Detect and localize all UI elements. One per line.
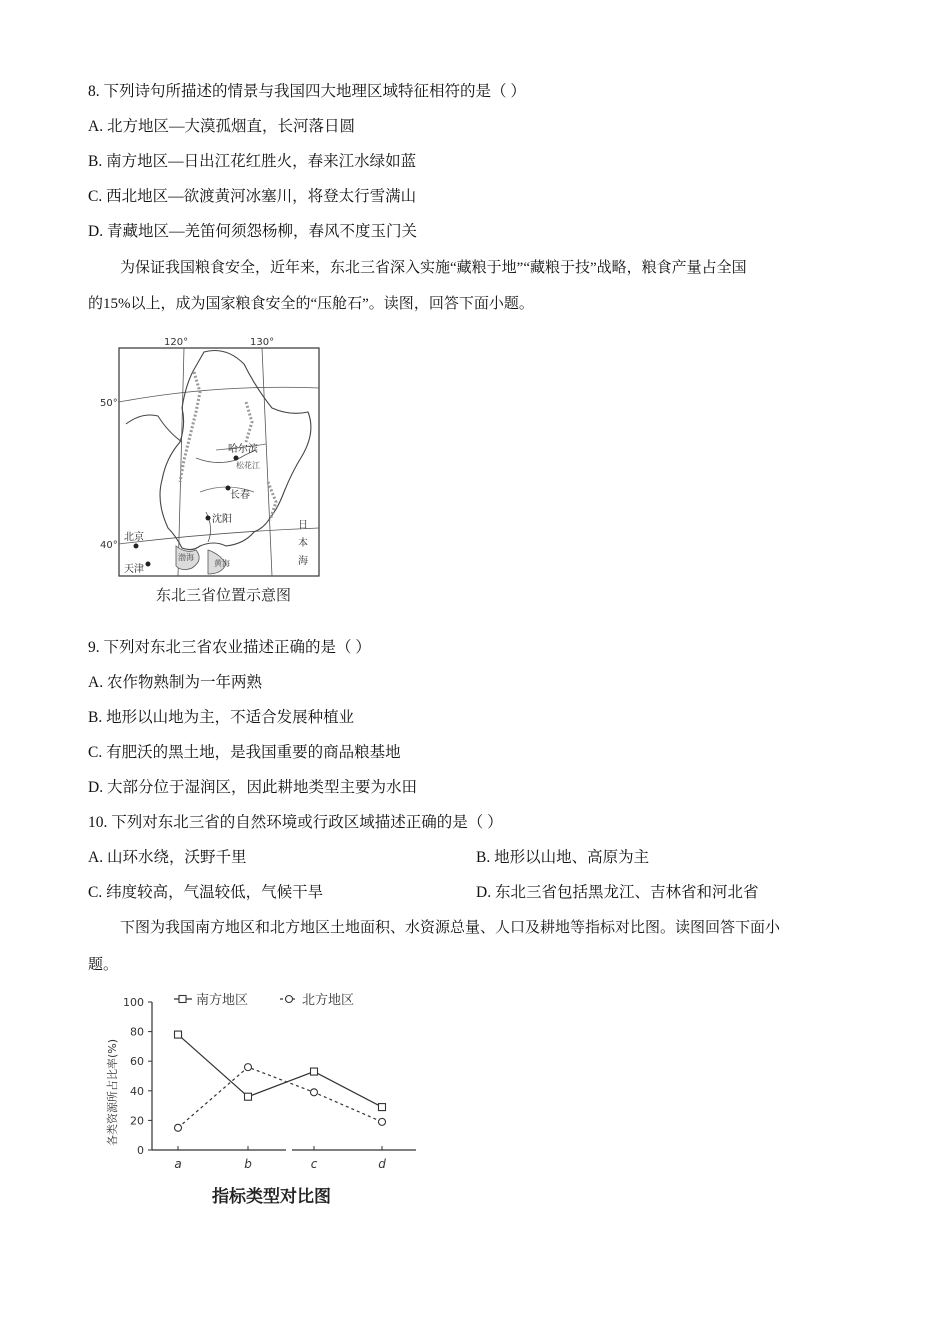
shenyang-marker	[206, 516, 211, 521]
q9-option-c: C. 有肥沃的黑土地，是我国重要的商品粮基地	[88, 744, 401, 761]
northeast-map	[96, 332, 328, 582]
north-point-c	[311, 1089, 318, 1096]
x-tick-label: a	[174, 1157, 182, 1171]
huanghai-label: 黄海	[214, 559, 230, 568]
harbin-label: 哈尔滨	[228, 444, 258, 455]
q10-option-c: C. 纬度较高，气温较低，气候干旱	[88, 884, 324, 901]
intro2-line1: 下图为我国南方地区和北方地区土地面积、水资源总量、人口及耕地等指标对比图。读图回答下面小	[120, 920, 781, 936]
south-point-a	[175, 1031, 182, 1038]
lon-label-130: 130°	[250, 337, 275, 348]
lat-label-40: 40°	[100, 540, 118, 551]
japan-sea-label-3: 海	[298, 556, 308, 567]
q10-stem: 10. 下列对东北三省的自然环境或行政区域描述正确的是（ ）	[88, 814, 503, 831]
south-point-c	[311, 1068, 318, 1075]
intro1-line1: 为保证我国粮食安全，近年来，东北三省深入实施“藏粮于地”“藏粮于技”战略，粮食产量占全国	[120, 260, 747, 276]
y-tick-label: 80	[130, 1025, 144, 1039]
q8-option-b: B. 南方地区—日出江花红胜火，春来江水绿如蓝	[88, 153, 417, 170]
songhua-label: 松花江	[236, 461, 260, 470]
beijing-marker	[134, 544, 139, 549]
x-tick-label: c	[310, 1157, 318, 1171]
bohai-label: 渤海	[178, 553, 194, 562]
q8-option-c: C. 西北地区—欲渡黄河冰塞川，将登太行雪满山	[88, 188, 417, 205]
harbin-marker	[234, 456, 239, 461]
chart-title: 指标类型对比图	[212, 1187, 331, 1207]
x-tick-label: b	[244, 1157, 252, 1171]
lon-label-120: 120°	[164, 337, 189, 348]
y-tick-label: 60	[130, 1055, 144, 1069]
indicator-chart	[96, 986, 436, 1212]
japan-sea-label-2: 本	[298, 538, 308, 549]
tianjin-marker	[146, 562, 151, 567]
q10-option-d: D. 东北三省包括黑龙江、吉林省和河北省	[476, 884, 759, 901]
y-tick-label: 20	[130, 1114, 144, 1128]
legend-south: 南方地区	[196, 993, 249, 1008]
changchun-label: 长春	[230, 490, 250, 501]
q9-stem: 9. 下列对东北三省农业描述正确的是（ ）	[88, 639, 371, 656]
q8-stem: 8. 下列诗句所描述的情景与我国四大地理区域特征相符的是（ ）	[88, 83, 526, 100]
x-tick-label: d	[378, 1157, 386, 1171]
intro1-line2: 的15%以上，成为国家粮食安全的“压舱石”。读图，回答下面小题。	[88, 296, 534, 312]
q8-option-d: D. 青藏地区—羌笛何须怨杨柳，春风不度玉门关	[88, 223, 417, 240]
series-line-south	[178, 1035, 382, 1108]
series-line-north	[178, 1067, 382, 1128]
q10-option-a: A. 山环水绕，沃野千里	[88, 849, 247, 866]
map-caption: 东北三省位置示意图	[156, 586, 292, 604]
lat-label-50: 50°	[100, 398, 118, 409]
japan-sea-label-1: 日	[298, 520, 308, 531]
north-point-a	[175, 1124, 182, 1131]
shenyang-label: 沈阳	[212, 514, 232, 525]
y-tick-label: 0	[137, 1144, 144, 1157]
north-point-b	[245, 1064, 252, 1071]
north-point-d	[379, 1118, 386, 1125]
legend-north: 北方地区	[302, 993, 355, 1008]
tianjin-label: 天津	[124, 564, 144, 575]
beijing-label: 北京	[124, 532, 144, 543]
q9-option-a: A. 农作物熟制为一年两熟	[88, 674, 262, 691]
legend-marker-south	[179, 996, 186, 1003]
y-tick-label: 100	[123, 996, 144, 1009]
q9-option-d: D. 大部分位于湿润区，因此耕地类型主要为水田	[88, 779, 417, 796]
south-point-d	[379, 1104, 386, 1111]
legend-marker-north	[286, 996, 293, 1003]
q10-option-b: B. 地形以山地、高原为主	[476, 849, 650, 866]
south-point-b	[245, 1093, 252, 1100]
q9-option-b: B. 地形以山地为主，不适合发展种植业	[88, 709, 355, 726]
chart-ylabel: 各类资源所占比率(%)	[106, 1038, 119, 1146]
q8-option-a: A. 北方地区—大漠孤烟直，长河落日圆	[88, 118, 355, 135]
y-tick-label: 40	[130, 1084, 144, 1098]
intro2-line2: 题。	[88, 957, 119, 973]
